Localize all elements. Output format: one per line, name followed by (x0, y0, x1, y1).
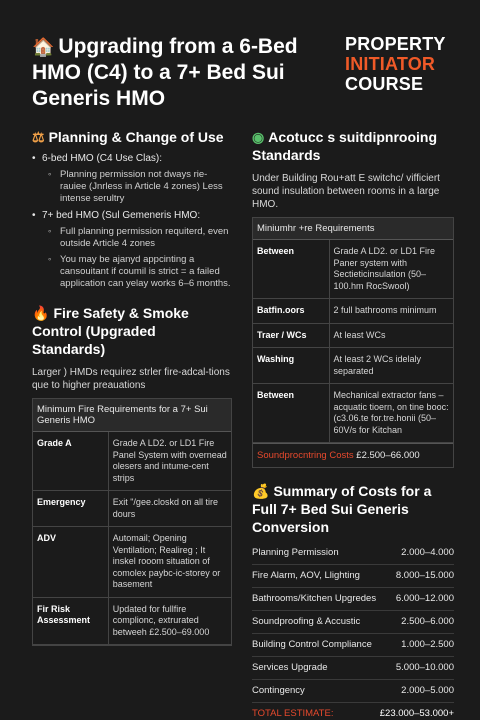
acoustic-intro: Under Building Rou+att E switchc/ vifficiert sound insulation between rooms in a large HMO. (252, 173, 440, 210)
cost-row: Services Upgrade 5.000–10.000 (252, 657, 454, 680)
header (32, 34, 332, 112)
acoustic-heading: ◉ Acotucc s suitdipnrooing Standards (252, 129, 437, 163)
fire-table (32, 398, 232, 646)
table-row: Between Mechanical extractor fans – acquatic tioern, on tine booc: (c3.06.te for.tre.honii (50–60V/s for Kitchan (253, 384, 453, 443)
list-item: ◦ You may be ajanyd appcinting a cansouitant if coumil is strict = a failed application can yelay works 6–6 months. (48, 254, 232, 290)
planning-list (32, 152, 232, 290)
table-row: ADV Automail; Opening Ventilation; Realireg ; It inskel rooom situation of comolex paybc-ic-storey or basement (33, 527, 231, 598)
list-item: ◦ Planning permission not dways rie-rauiee (Jnrless in Article 4 zones) Less intense serultry (48, 169, 232, 205)
acoustic-table (252, 217, 454, 468)
logo-line-1: PROPERTY (345, 34, 446, 54)
right-column (252, 128, 454, 720)
fire-heading: 🔥 Fire Safety & Smoke Control (Upgraded Standards) (32, 305, 189, 357)
list-item: ◦ Full planning permission requiterd, even outside Article 4 zones (48, 226, 232, 250)
list-item: • 6-bed HMO (C4 Use Clas): ◦ Planning permission not dways rie-rauiee (Jnrless in Article 4 zones) Less intense serultry (32, 152, 232, 205)
left-column (32, 128, 232, 646)
fire-table-title: Minimum Fire Requirements for a 7+ Sui Generis HMO (33, 399, 231, 432)
list-item: • 7+ bed HMO (Sul Gemeneris HMO: ◦ Full planning permission requiterd, even outside Article 4 zones ◦ You may be ajanyd appcinting a cansouitant if coumil is strict = a failed application can yelay works 6–6 months. (32, 209, 232, 290)
page-title: 🏠 Upgrading from a 6-Bed HMO (C4) to a 7+ Bed Sui Generis HMO (32, 35, 298, 110)
planning-heading: ⚖ Planning & Change of Use (32, 129, 224, 145)
cost-summary (252, 542, 454, 720)
table-row: Washing At least 2 WCs idelaly separated (253, 348, 453, 384)
acoustic-cost: Soundprocntring Costs £2.500–66.000 (253, 443, 453, 467)
cost-row: Fire Alarm, AOV, Llighting 8.000–15.000 (252, 565, 454, 588)
table-row: Emergency Exit "/gee.closkd on all tire dours (33, 491, 231, 527)
sound-icon: ◉ (252, 129, 265, 145)
house-icon: 🏠 (32, 37, 55, 57)
logo-line-2: INITIATOR (345, 54, 436, 74)
brand-logo (345, 34, 465, 94)
table-row: Batfin.oors 2 full bathrooms minimum (253, 299, 453, 324)
table-row: Grade A Grade A LD2. or LD1 Fire Panel System with overnead olesers and intume-cent strips (33, 432, 231, 491)
logo-line-3: COURSE (345, 74, 424, 94)
scales-icon: ⚖ (32, 129, 45, 145)
cost-row: Planning Permission 2.000–4.000 (252, 542, 454, 565)
cost-row: Building Control Compliance 1.000–2.500 (252, 634, 454, 657)
fire-icon: 🔥 (32, 305, 50, 321)
table-row: Between Grade A LD2. or LD1 Fire Paner system with Sectieticinsulation (50–100.hm RocSwool) (253, 240, 453, 299)
table-row: Traer / WCs At least WCs (253, 323, 453, 348)
table-row: Fir Risk Assessment Updated for fullfire complionc, extrurated betweeh £2.500–69.000 (33, 597, 231, 645)
acoustic-table-title: Miniumhr +re Requirements (253, 218, 453, 240)
cost-row: Soundproofing & Accustic 2.500–6.000 (252, 611, 454, 634)
fire-intro: Larger ) HMDs requirez strler fire-adcal-tions que to higher preauations (32, 367, 230, 391)
summary-heading: 💰 Summary of Costs for a Full 7+ Bed Sui Generis Conversion (252, 483, 432, 535)
cost-row: Contingency 2.000–5.000 (252, 680, 454, 703)
money-icon: 💰 (252, 483, 270, 499)
cost-row: Bathrooms/Kitchen Upgredes 6.000–12.000 (252, 588, 454, 611)
total-row: TOTAL ESTIMATE: £23.000–53.000+ (252, 708, 454, 719)
